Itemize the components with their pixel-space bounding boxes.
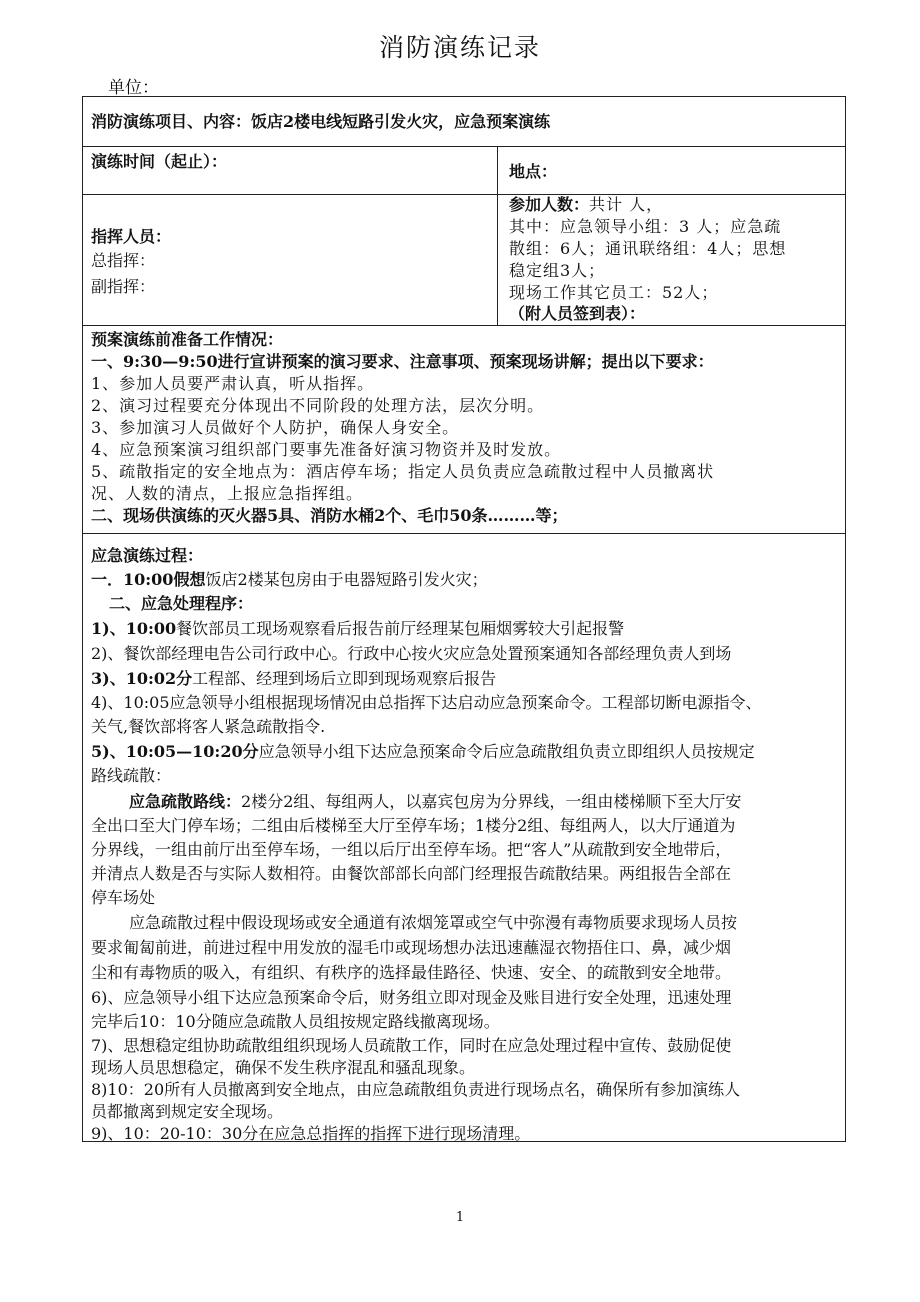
process-step: 关气,餐饮部将客人紧急疏散指令. [91,717,326,736]
step-text: 工程部、经理到场后立即到现场观察后报告 [192,669,497,688]
sign-in-sheet-note: （附人员签到表）： [509,304,646,323]
step-time: 1)、10:00 [91,619,177,638]
column-divider [497,146,498,325]
row-divider [83,533,845,534]
process-step: 完毕后10：10分随应急疏散人员组按规定路线撤离现场。 [91,1012,500,1031]
prep-item: 一、9:30—9:50进行宣讲预案的演习要求、注意事项、预案现场讲解；提出以下要求： [91,352,714,371]
evac-process-text: 应急疏散过程中假设现场或安全通道有浓烟笼罩或空气中弥漫有毒物质要求现场人员按 [129,913,738,932]
step-time: 5)、10:05—10:20分 [91,742,259,761]
deputy-commander-label: 副指挥： [91,277,156,296]
evac-process-text: 要求匍匐前进，前进过程中用发放的湿毛巾或现场想办法迅速蘸湿衣物捂住口、鼻，减少烟 [91,938,732,957]
prep-heading: 预案演练前准备工作情况： [91,330,284,349]
step-text: 应急领导小组下达应急预案命令后应急疏散组负责立即组织人员按规定 [258,742,755,761]
drill-place-label: 地点： [509,162,558,181]
process-step [91,618,624,639]
process-step: 4)、10:05应急领导小组根据现场情况由总指挥下达启动应急预案命令。工程部切断电源指令、 [91,693,762,712]
drill-record-table [82,96,846,1142]
row-divider [83,325,845,326]
process-step: 2)、餐饮部经理电告公司行政中心。行政中心按火灾应急处置预案通知各部经理负责人到场 [91,644,732,663]
step-time: 一．10:00假想 [91,570,206,589]
evac-route [129,791,741,812]
unit-label: 单位： [108,78,159,98]
evac-route-text: 并清点人数是否与实际人数相符。由餐饮部部长向部门经理报告疏散结果。两组报告全部在 [91,864,732,883]
process-step [91,668,496,689]
drill-time-label: 演练时间（起止）： [91,152,228,171]
step-text: 餐饮部员工现场观察看后报告前厅经理某包厢烟雾较大引起报警 [176,619,625,638]
prep-subitem: 5、疏散指定的安全地点为：酒店停车场；指定人员负责应急疏散过程中人员撤离状 [91,462,715,481]
process-step: 7)、思想稳定组协助疏散组组织现场人员疏散工作，同时在应急处理过程中宣传、鼓励促使 [91,1036,732,1055]
process-subheading: 二、应急处理程序： [109,594,254,613]
prep-subitem: 2、演习过程要充分体现出不同阶段的处理方法，层次分明。 [91,396,545,415]
attendance-detail: 散组：6人；通讯联络组：4人；思想 [509,239,787,258]
drill-project-label: 消防演练项目、内容：饭店2楼电线短路引发火灾，应急预案演练 [91,112,551,131]
evac-route-text: 全出口至大门停车场；二组由后楼梯至大厅至停车场；1楼分2组、每组两人，以大厅通道为 [91,816,736,835]
chief-commander-label: 总指挥： [91,251,156,270]
document-title: 消防演练记录 [378,33,541,62]
process-step: 9)、10：20-10：30分在应急总指挥的指挥下进行现场清理。 [91,1124,531,1143]
process-step [91,741,755,762]
attendance-value: 共计 人， [589,195,664,214]
process-step: 6)、应急领导小组下达应急预案命令后，财务组立即对现金及账目进行安全处理，迅速处理 [91,988,732,1007]
attendance-detail: 其中：应急领导小组：3 人；应急疏 [509,217,782,236]
attendance-detail: 现场工作其它员工：52人； [509,283,719,302]
evac-route-text: 分界线，一组由前厅出至停车场，一组以后厅出至停车场。把“客人”从疏散到安全地带后， [91,840,732,859]
commander-label: 指挥人员： [91,227,172,246]
process-heading: 应急演练过程： [91,546,204,565]
prep-subitem: 1、参加人员要严肃认真，听从指挥。 [91,374,375,393]
evac-process-text: 尘和有毒物质的吸入，有组织、有秩序的选择最佳路径、快速、安全、的疏散到安全地带。 [91,963,732,982]
step-text: 饭店2楼某包房由于电器短路引发火灾； [205,570,488,589]
prep-subitem: 4、应急预案演习组织部门要事先准备好演习物资并及时发放。 [91,440,562,459]
step-time: 3)、10:02分 [91,669,193,688]
evac-route-text: 停车场处 [91,888,156,907]
page-number: 1 [455,1210,465,1225]
process-step: 路线疏散： [91,766,172,785]
attendance-line [509,194,663,215]
prep-item: 二、现场供演练的灭火器5具、消防水桶2个、毛巾50条………等； [91,506,568,525]
evac-route-label: 应急疏散路线： [129,792,242,811]
attendance-detail: 稳定组3人； [509,261,606,280]
process-step: 现场人员思想稳定，确保不发生秩序混乱和骚乱现象。 [91,1058,476,1077]
process-step: 8)10：20所有人员撤离到安全地点，由应急疏散组负责进行现场点名，确保所有参加演练人 [91,1080,741,1099]
row-divider [83,146,845,147]
prep-subitem: 况、人数的清点，上报应急指挥组。 [91,484,364,503]
process-step [91,569,488,590]
prep-subitem: 3、参加演习人员做好个人防护，确保人身安全。 [91,418,460,437]
evac-route-text: 2楼分2组、每组两人，以嘉宾包房为分界线，一组由楼梯顺下至大厅安 [241,792,742,811]
attendance-label: 参加人数： [509,195,590,214]
row-divider [83,194,845,195]
process-step: 员都撤离到规定安全现场。 [91,1102,284,1121]
